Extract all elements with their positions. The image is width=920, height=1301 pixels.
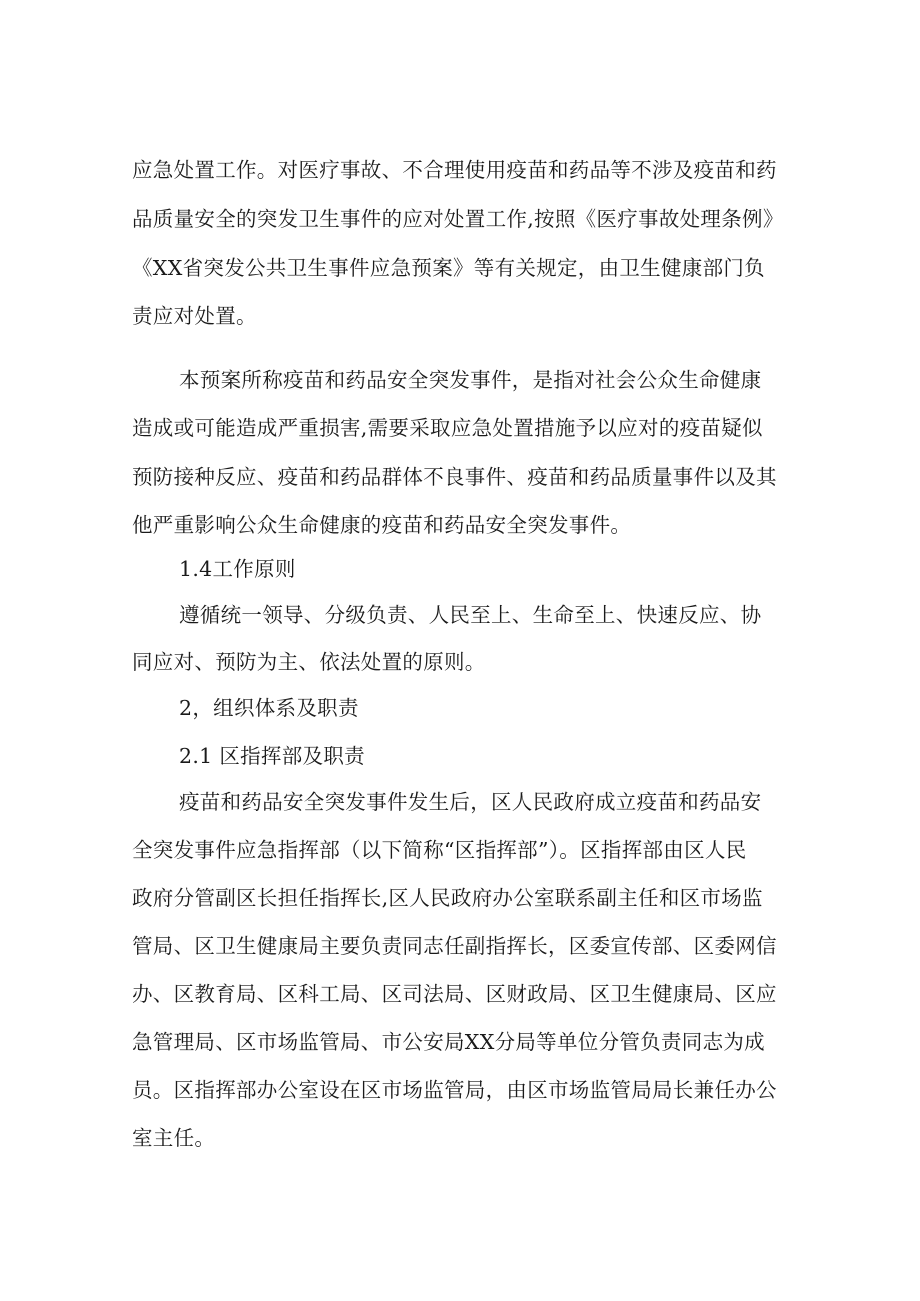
line-text: 同应对、预防为主、依法处置的原则。 (132, 650, 486, 674)
text-line (0, 356, 920, 404)
section-heading-text: 2.1 区指挥部及职责 (179, 744, 365, 768)
line-text: 预防接种反应、疫苗和药品群体不良事件、疫苗和药品质量事件以及其 (132, 465, 777, 489)
section-heading-text: 2，组织体系及职责 (179, 696, 359, 720)
text-line (0, 778, 920, 826)
text-line (0, 244, 920, 292)
line-text: 本预案所称疫苗和药品安全突发事件，是指对社会公众生命健康 (179, 368, 762, 392)
text-line (0, 501, 920, 549)
text-line (0, 1114, 920, 1162)
text-line (0, 404, 920, 452)
line-text: 全突发事件应急指挥部（以下简称“区指挥部”）。区指挥部由区人民 (132, 838, 747, 862)
text-line (0, 146, 920, 194)
text-line (0, 292, 920, 340)
text-line (0, 638, 920, 686)
section-heading (0, 732, 920, 780)
line-text: 政府分管副区长担任指挥长,区人民政府办公室联系副主任和区市场监 (132, 886, 763, 910)
line-text: 应急处置工作。对医疗事故、不合理使用疫苗和药品等不涉及疫苗和药 (132, 158, 777, 182)
section-heading (0, 684, 920, 732)
line-text: 员。区指挥部办公室设在区市场监管局，由区市场监管局局长兼任办公 (132, 1078, 777, 1102)
text-line (0, 922, 920, 970)
text-line (0, 874, 920, 922)
line-text: 造成或可能造成严重损害,需要采取应急处置措施予以应对的疫苗疑似 (132, 416, 763, 440)
section-heading-text: 1.4工作原则 (179, 557, 296, 581)
text-line (0, 1066, 920, 1114)
line-text: 品质量安全的突发卫生事件的应对处置工作,按照《医疗事故处理条例》 (132, 207, 784, 231)
line-text: 管局、区卫生健康局主要负责同志任副指挥长，区委宣传部、区委网信 (132, 934, 777, 958)
line-text: 办、区教育局、区科工局、区司法局、区财政局、区卫生健康局、区应 (132, 982, 777, 1006)
line-text: 室主任。 (132, 1126, 216, 1150)
line-text: 《XX省突发公共卫生事件应急预案》等有关规定，由卫生健康部门负 (132, 256, 765, 280)
text-line (0, 970, 920, 1018)
line-text: 他严重影响公众生命健康的疫苗和药品安全突发事件。 (132, 513, 632, 537)
text-line (0, 591, 920, 639)
line-text: 责应对处置。 (132, 304, 257, 328)
line-text: 遵循统一领导、分级负责、人民至上、生命至上、快速反应、协 (179, 603, 762, 627)
line-text: 疫苗和药品安全突发事件发生后，区人民政府成立疫苗和药品安 (179, 790, 762, 814)
text-line (0, 1018, 920, 1066)
text-line (0, 453, 920, 501)
text-line (0, 826, 920, 874)
line-text: 急管理局、区市场监管局、市公安局XX分局等单位分管负责同志为成 (132, 1030, 765, 1054)
text-line (0, 195, 920, 243)
section-heading (0, 545, 920, 593)
